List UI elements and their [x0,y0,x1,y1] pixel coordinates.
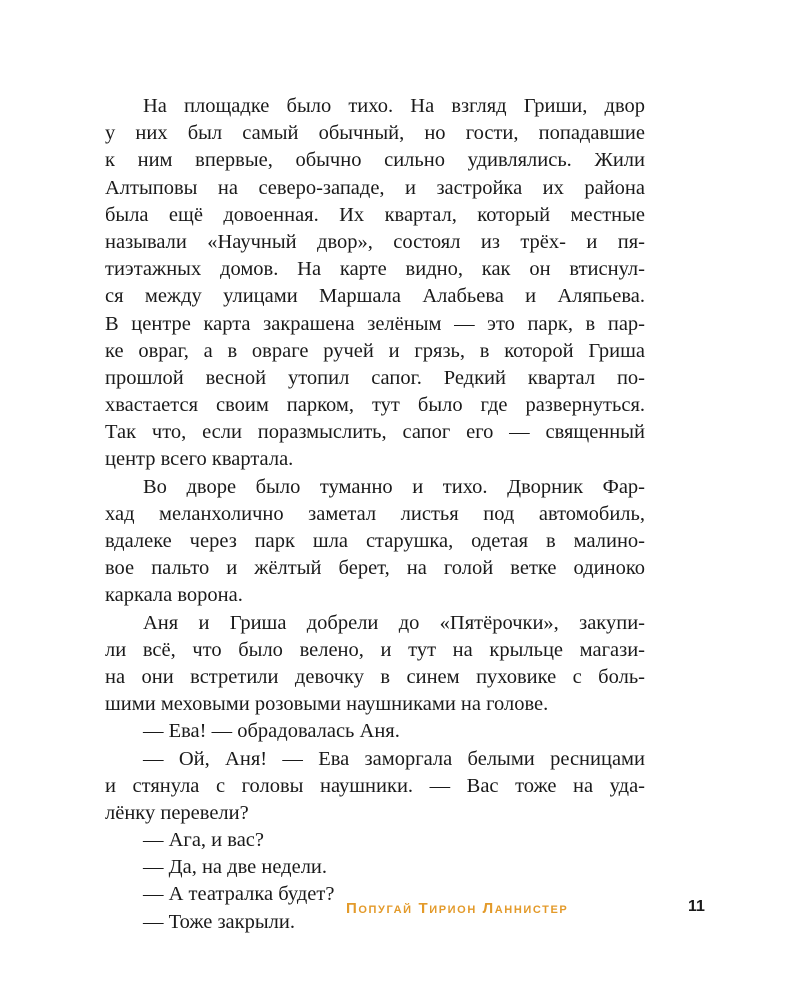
page-body-text [105,93,645,936]
text-line: ся между улицами Маршала Алабьева и Аляпьева. [105,285,645,308]
text-line: лёнку перевели? [105,801,249,824]
text-line: каркала ворона. [105,584,243,607]
text-line: — А театралка будет? [143,883,335,906]
text-line: — Да, на две недели. [143,856,328,879]
text-line: у них был самый обычный, но гости, попадавшие [105,122,645,145]
text-line: Во дворе было туманно и тихо. Дворник Фар- [143,475,645,498]
text-line: ке овраг, а в овраге ручей и грязь, в которой Гриша [105,339,645,362]
text-line: В центре карта закрашена зелёным — это парк, в пар- [105,312,645,335]
text-line: Так что, если поразмыслить, сапог его — священный [105,421,645,444]
text-line: — Тоже закрыли. [143,910,295,933]
text-line: на они встретили девочку в синем пуховике с боль- [105,665,645,688]
text-line: и стянула с головы наушники. — Вас тоже на уда- [105,774,645,797]
text-line: Алтыповы на северо-западе, и застройка их района [105,176,645,199]
text-line: вое пальто и жёлтый берет, на голой ветке одиноко [105,557,645,580]
text-line: — Ой, Аня! — Ева заморгала белыми ресницами [143,747,645,770]
text-line: называли «Научный двор», состоял из трёх- и пя- [105,230,645,253]
text-line: — Ага, и вас? [143,829,264,852]
text-line: Аня и Гриша добрели до «Пятёрочки», закупи- [143,611,645,634]
text-line: На площадке было тихо. На взгляд Гриши, двор [143,95,645,117]
text-line: к ним впервые, обычно сильно удивлялись. Жили [105,149,645,172]
text-line: тиэтажных домов. На карте видно, как он втиснул- [105,258,645,281]
text-line: центр всего квартала. [105,448,294,471]
text-line: была ещё довоенная. Их квартал, который местные [105,203,645,226]
text-line: шими меховыми розовыми наушниками на голове. [105,693,549,716]
page-number: 11 [688,898,705,915]
text-line: — Ева! — обрадовалась Аня. [143,720,400,743]
text-line: ли всё, что было велено, и тут на крыльце магази- [105,638,645,661]
running-footer-title: Попугай Тирион Ланнистер [346,900,569,917]
text-line: прошлой весной утопил сапог. Редкий квартал по- [105,366,645,389]
text-line: хвастается своим парком, тут было где развернуться. [105,394,645,417]
text-line: хад меланхолично заметал листья под автомобиль, [105,502,645,525]
text-line: вдалеке через парк шла старушка, одетая в малино- [105,530,645,552]
